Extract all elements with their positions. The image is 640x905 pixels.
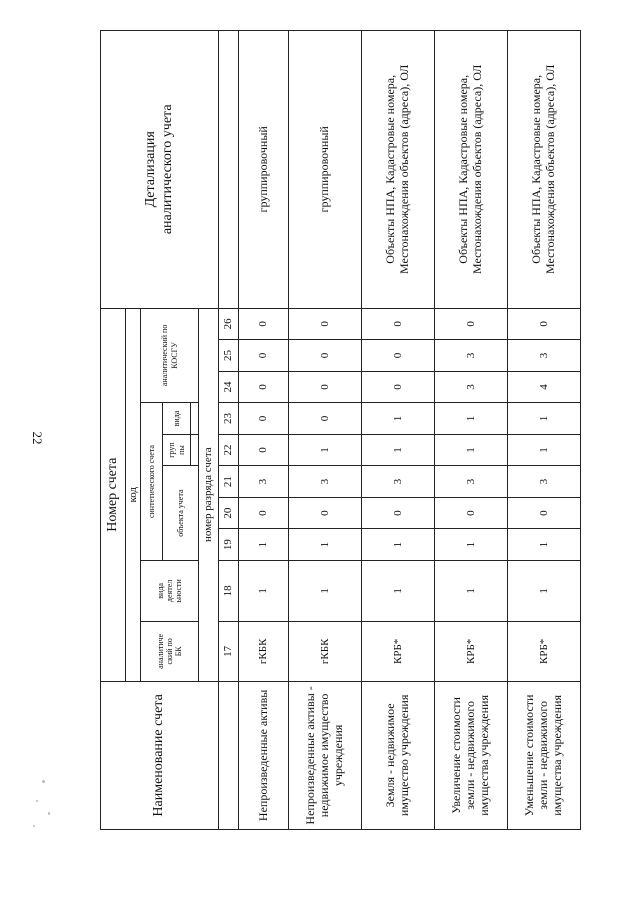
code-cell: 0 bbox=[239, 434, 289, 466]
code-cell: 1 bbox=[239, 529, 289, 561]
code-cell: 3 bbox=[239, 466, 289, 498]
code-cell: КРБ* bbox=[508, 621, 581, 681]
header-detail: Детализация аналитического учета bbox=[101, 31, 219, 309]
code-cell: 0 bbox=[239, 371, 289, 403]
digit-cell: 25 bbox=[219, 340, 239, 372]
code-cell: 0 bbox=[239, 403, 289, 435]
digit-cell: 21 bbox=[219, 466, 239, 498]
scan-speck bbox=[33, 825, 35, 827]
table-row bbox=[239, 31, 289, 830]
digit-cell: 20 bbox=[219, 497, 239, 529]
rotated-table-container bbox=[100, 30, 580, 830]
detail-cell: Объекты НПА, Кадастровые номера, Местонахождения объектов (адреса), ОЛ bbox=[362, 31, 435, 309]
code-cell: 1 bbox=[362, 560, 435, 621]
code-cell: КРБ* bbox=[435, 621, 508, 681]
code-cell: 3 bbox=[508, 466, 581, 498]
account-name-cell: Земля - недвижимое имущество учреждения bbox=[362, 681, 435, 829]
digit-cell: 24 bbox=[219, 371, 239, 403]
header-account-name: Наименование счета bbox=[101, 681, 219, 829]
scan-speck bbox=[36, 800, 38, 802]
code-cell: 0 bbox=[508, 497, 581, 529]
account-name-cell: Уменьшение стоимости земли - недвижимого имущества учреждения bbox=[508, 681, 581, 829]
code-cell: 1 bbox=[362, 434, 435, 466]
header-filler bbox=[191, 403, 199, 435]
account-name-cell: Непроизведенные активы bbox=[239, 681, 289, 829]
code-cell: 3 bbox=[435, 466, 508, 498]
code-cell: 0 bbox=[289, 340, 362, 372]
scan-speck bbox=[48, 812, 50, 815]
accounts-table bbox=[100, 30, 581, 830]
header-type: вида bbox=[163, 403, 191, 435]
header-blank bbox=[219, 681, 239, 829]
page-number: 22 bbox=[30, 431, 45, 445]
code-cell: 0 bbox=[362, 371, 435, 403]
detail-cell: группировочный bbox=[239, 31, 289, 309]
table-row bbox=[508, 31, 581, 830]
digit-cell: 19 bbox=[219, 529, 239, 561]
code-cell: 1 bbox=[508, 403, 581, 435]
code-cell: 0 bbox=[289, 403, 362, 435]
table-row bbox=[362, 31, 435, 830]
header-synthetic: синтетического счета bbox=[141, 403, 163, 561]
digit-cell: 23 bbox=[219, 403, 239, 435]
header-code: код bbox=[126, 308, 141, 681]
scan-speck bbox=[42, 780, 45, 783]
header-digit-number: номер разряда счета bbox=[199, 308, 219, 681]
code-cell: 3 bbox=[362, 466, 435, 498]
code-cell: 0 bbox=[362, 340, 435, 372]
digit-cell: 26 bbox=[219, 308, 239, 340]
header-filler bbox=[191, 434, 199, 466]
account-name-cell: Непроизведенные активы - недвижимое имущество учреждения bbox=[289, 681, 362, 829]
code-cell: 1 bbox=[435, 560, 508, 621]
code-cell: 1 bbox=[435, 529, 508, 561]
code-cell: 1 bbox=[508, 560, 581, 621]
code-cell: 0 bbox=[362, 308, 435, 340]
digit-cell: 18 bbox=[219, 560, 239, 621]
code-cell: 0 bbox=[239, 340, 289, 372]
code-cell: 4 bbox=[508, 371, 581, 403]
code-cell: 0 bbox=[239, 497, 289, 529]
header-object: объекта учета bbox=[163, 466, 199, 561]
digit-cell: 17 bbox=[219, 621, 239, 681]
code-cell: 0 bbox=[362, 497, 435, 529]
code-cell: 0 bbox=[435, 497, 508, 529]
code-cell: КРБ* bbox=[362, 621, 435, 681]
code-cell: 1 bbox=[435, 434, 508, 466]
detail-cell: группировочный bbox=[289, 31, 362, 309]
header-analytic-bk: аналитиче ский по БК bbox=[141, 621, 199, 681]
code-cell: 1 bbox=[239, 560, 289, 621]
account-name-cell: Увеличение стоимости земли - недвижимого имущества учреждения bbox=[435, 681, 508, 829]
code-cell: 3 bbox=[435, 340, 508, 372]
code-cell: 1 bbox=[508, 529, 581, 561]
code-cell: 1 bbox=[508, 434, 581, 466]
code-cell: 3 bbox=[508, 340, 581, 372]
header-group: груп пы bbox=[163, 434, 191, 466]
header-kosgu: аналитический по КОСГУ bbox=[141, 308, 199, 403]
code-cell: 0 bbox=[289, 308, 362, 340]
code-cell: 1 bbox=[362, 529, 435, 561]
code-cell: 1 bbox=[289, 434, 362, 466]
table-row bbox=[435, 31, 508, 830]
table-row bbox=[289, 31, 362, 830]
code-cell: 1 bbox=[435, 403, 508, 435]
code-cell: 0 bbox=[435, 308, 508, 340]
code-cell: 0 bbox=[239, 308, 289, 340]
code-cell: гКБК bbox=[239, 621, 289, 681]
code-cell: 1 bbox=[362, 403, 435, 435]
code-cell: 0 bbox=[508, 308, 581, 340]
code-cell: 0 bbox=[289, 371, 362, 403]
code-cell: 1 bbox=[289, 560, 362, 621]
code-cell: гКБК bbox=[289, 621, 362, 681]
header-account-number: Номер счета bbox=[101, 308, 126, 681]
detail-cell: Объекты НПА, Кадастровые номера, Местонахождения объектов (адреса), ОЛ bbox=[435, 31, 508, 309]
header-activity-type: вида деятел ьности bbox=[141, 560, 199, 621]
detail-cell: Объекты НПА, Кадастровые номера, Местонахождения объектов (адреса), ОЛ bbox=[508, 31, 581, 309]
code-cell: 1 bbox=[289, 529, 362, 561]
code-cell: 0 bbox=[289, 497, 362, 529]
code-cell: 3 bbox=[289, 466, 362, 498]
digit-cell: 22 bbox=[219, 434, 239, 466]
code-cell: 3 bbox=[435, 371, 508, 403]
header-blank bbox=[219, 31, 239, 309]
